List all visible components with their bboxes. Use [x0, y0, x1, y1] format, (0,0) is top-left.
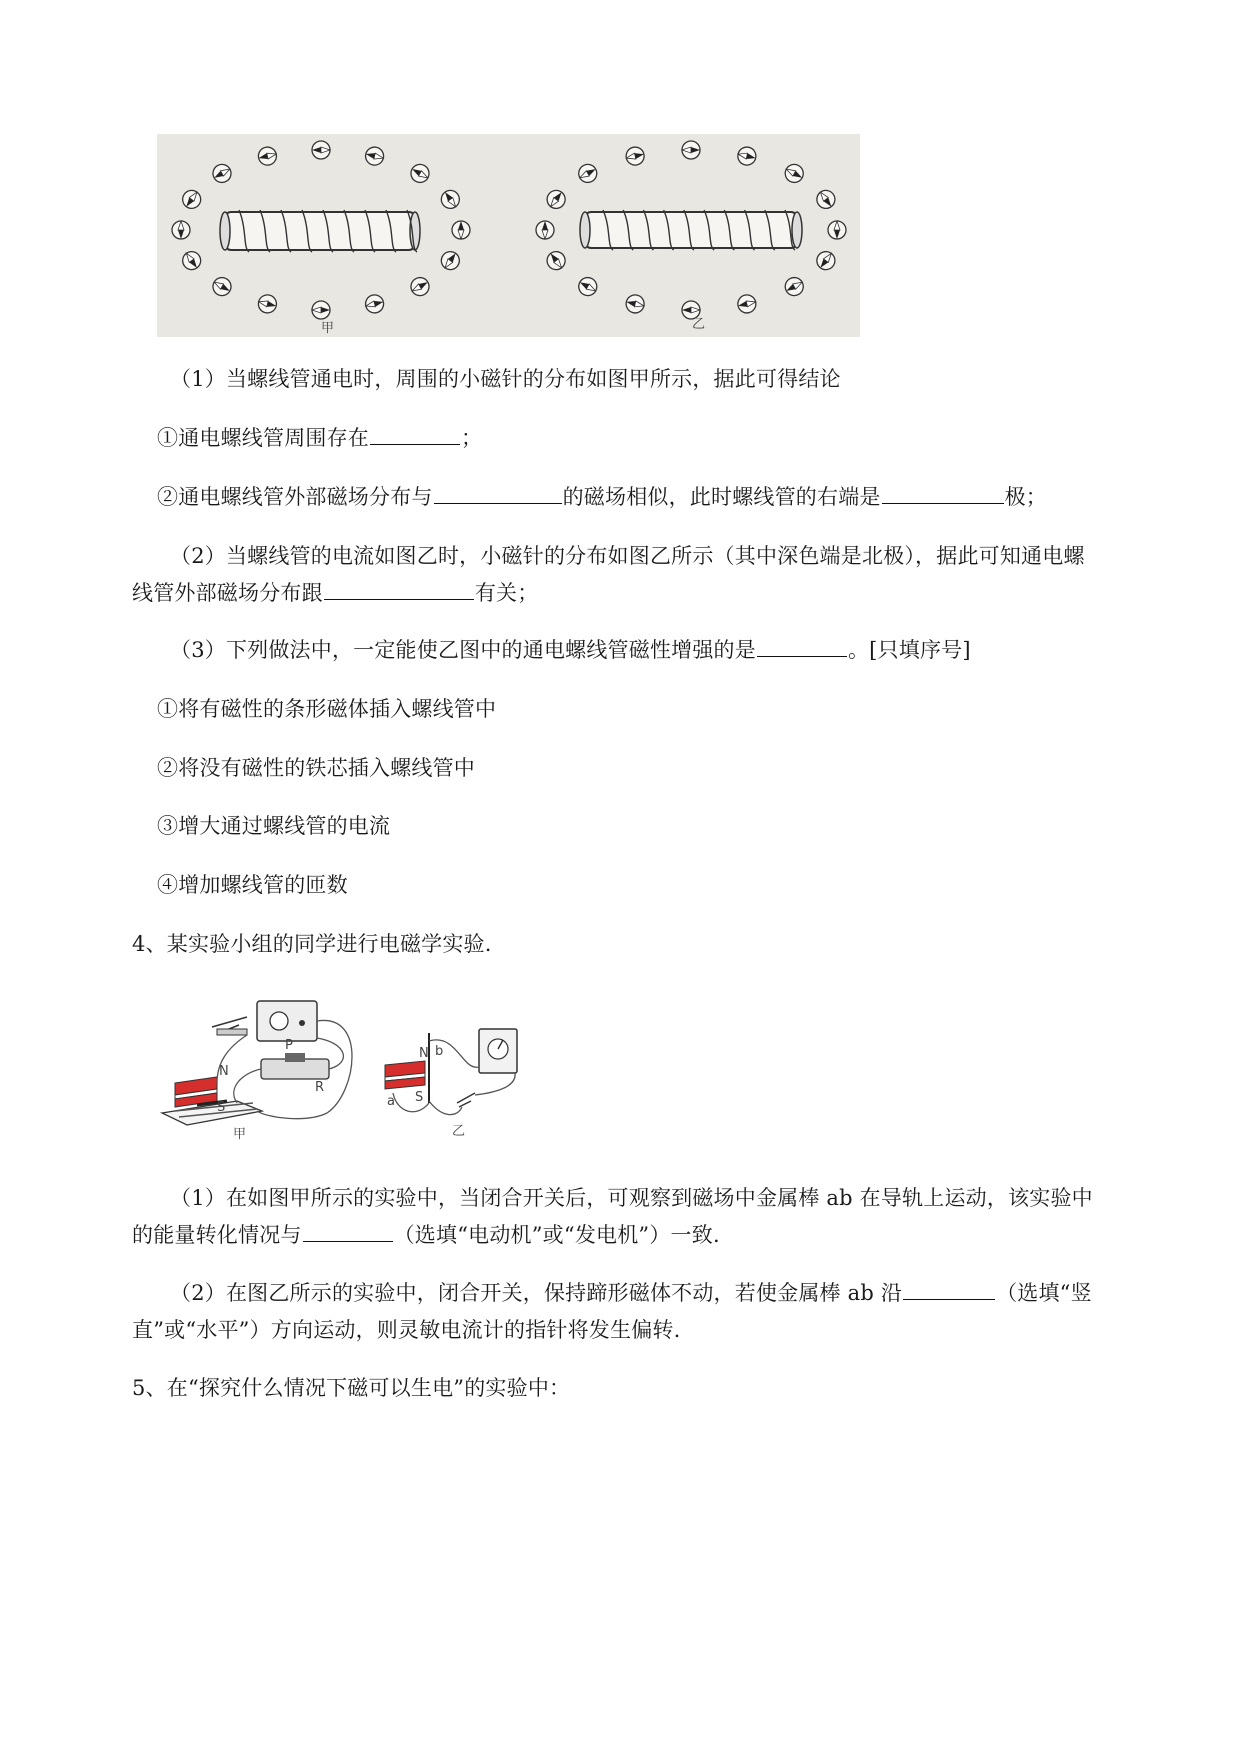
figure-label-jia: 甲	[321, 321, 335, 336]
q3-option2: ②将没有磁性的铁芯插入螺线管中	[157, 756, 475, 780]
q4-part2-line2: 直”或“水平”）方向运动，则灵敏电流计的指针将发生偏转.	[132, 1318, 681, 1342]
magnet-n-label-yi: N	[419, 1046, 429, 1061]
apparatus-yi	[385, 1029, 517, 1139]
q4-part2-line1: （2）在图乙所示的实验中，闭合开关，保持蹄形磁体不动，若使金属棒 ab 沿 （选填“竖	[170, 1281, 1092, 1305]
q3-part3: （3）下列做法中，一定能使乙图中的通电螺线管磁性增强的是 。[只填序号]	[170, 638, 971, 662]
q3-option3: ③增大通过螺线管的电流	[157, 814, 391, 838]
figure-label-yi: 乙	[692, 317, 706, 332]
answer-blank[interactable]	[303, 1221, 393, 1242]
q4-title: 4、某实验小组的同学进行电磁学实验.	[132, 932, 492, 956]
compass-needle	[682, 141, 700, 159]
magnet-s-label-yi: S	[415, 1090, 424, 1105]
answer-blank[interactable]	[370, 424, 460, 445]
answer-blank[interactable]	[882, 483, 1004, 504]
magnet-s-label-jia: S	[217, 1100, 226, 1115]
answer-blank[interactable]	[903, 1279, 995, 1300]
compass-needle	[452, 221, 470, 239]
compass-needle	[312, 301, 330, 319]
compass-needle	[312, 141, 330, 159]
compass-needle	[536, 221, 554, 239]
figure-label-jia-2: 甲	[233, 1127, 247, 1142]
q3-conclusion2: ②通电螺线管外部磁场分布与 的磁场相似，此时螺线管的右端是 极；	[157, 485, 1048, 509]
q3-part2-line1: （2）当螺线管的电流如图乙时，小磁针的分布如图乙所示（其中深色端是北极），据此可知通电螺	[170, 544, 1085, 568]
answer-blank[interactable]	[324, 579, 474, 600]
q3-option1: ①将有磁性的条形磁体插入螺线管中	[157, 697, 497, 721]
q3-conclusion1: ①通电螺线管周围存在 ；	[157, 426, 483, 450]
solenoid-left	[220, 212, 420, 250]
q5-title: 5、在“探究什么情况下磁可以生电”的实验中：	[132, 1376, 571, 1400]
q3-part2-line2: 线管外部磁场分布跟 有关；	[132, 581, 539, 605]
q3-part1: （1）当螺线管通电时，周围的小磁针的分布如图甲所示，据此可得结论	[170, 367, 841, 391]
q4-part1-line1: （1）在如图甲所示的实验中，当闭合开关后，可观察到磁场中金属棒 ab 在导轨上运动，该实验中	[170, 1186, 1093, 1210]
label-p: P	[285, 1038, 293, 1053]
q3-option4: ④增加螺线管的匝数	[157, 873, 348, 897]
label-r: R	[315, 1080, 325, 1095]
label-b: b	[435, 1044, 444, 1059]
compass-needle	[172, 221, 190, 239]
magnet-n-label-jia: N	[219, 1064, 229, 1079]
apparatus-jia	[162, 1001, 352, 1142]
label-a: a	[387, 1094, 395, 1109]
solenoid-compass-figure	[157, 134, 860, 337]
electromagnetism-apparatus-figure	[157, 993, 537, 1143]
answer-blank[interactable]	[434, 483, 562, 504]
q4-part1-line2: 的能量转化情况与 （选填“电动机”或“发电机”）一致.	[132, 1223, 720, 1247]
answer-blank[interactable]	[757, 636, 847, 657]
compass-needle	[828, 221, 846, 239]
figure-label-yi-2: 乙	[452, 1124, 466, 1139]
